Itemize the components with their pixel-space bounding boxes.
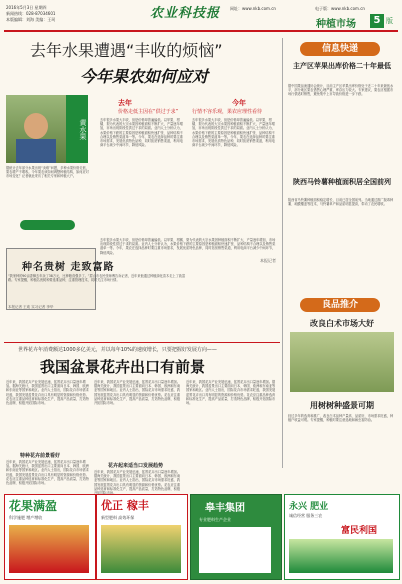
feature-title: 种名贵树 走致富路 — [22, 262, 115, 273]
main-body-col2: 近年来，我国花卉产业发展迅速，盆景花卉出口量逐年增加。据海关统计，我国盆景出口主要面向日本、韩国、欧洲和东南亚等国家和地区。业内人士指出，国际花卉市场需求旺盛，我国发展盆景花卉出口具有明显的资源和价格优势。花农应注重品种选育和标准化生产，提高产品质量，打造特色品牌，积极开拓国际市场。 — [94, 380, 181, 406]
page-suffix: 版 — [386, 17, 393, 25]
lead-subheadline: 今年果农如何应对 — [80, 67, 209, 86]
ad4-title: 永兴 肥业 — [289, 502, 329, 512]
ad2-title: 优正 稼丰 — [101, 499, 149, 512]
main-body-col1b: 近年来，我国花卉产业发展迅速，盆景花卉出口量逐年增加。据海关统计，我国盆景出口主要面向日本、韩国、欧洲和东南亚等国家和地区。业内人士指出，国际花卉市场需求旺盛，我国发展盆景花卉出口具有明显的资源和价格优势。花农应注重品种选育和标准化生产，提高产品质量，打造特色品牌，积极开拓国际市场。 — [6, 460, 89, 486]
ad2-image — [101, 525, 181, 573]
main-headline: 我国盆景花卉出口有前景 — [40, 358, 206, 376]
product-photo — [290, 332, 394, 392]
label-last-year: 去年 — [118, 99, 132, 107]
page-number: 5 — [370, 14, 384, 28]
author-line: 本报记者 — [260, 258, 276, 263]
main-col1-subhead: 特种花卉前景看好 — [20, 453, 61, 459]
ad-huaguo[interactable] — [4, 494, 96, 580]
sidebar-news4-title[interactable]: 用树树种盛景可期 — [310, 401, 374, 410]
ad-yongxing[interactable] — [284, 494, 400, 580]
lead-headline: 去年水果遭遇“丰收的烦恼” — [30, 41, 223, 60]
column-divider — [282, 38, 283, 468]
lead-body-col2: 去年很多水果大丰收，但是价格却普遍偏低。以苹果、柑橘、梨为代表的大宗水果因种植面积不断扩大，产量逐年增加，市场出现阶段性供过于求的局面。业内人士分析认为，水果价格下跌的主要原因是种植面积快速扩张、品种结构不合理以及销售渠道单一等。今年，果农在选择品种时要注重市场需求，发展优质特色品种，同时拓宽销售渠道，利用电商平台减少中间环节，降低风险。 — [192, 118, 275, 148]
farmer-photo — [6, 95, 66, 163]
ad3-image — [199, 527, 271, 573]
face-shape — [24, 113, 48, 139]
main-body-col1: 近年来，我国花卉产业发展迅速，盆景花卉出口量逐年增加。据海关统计，我国盆景出口主要面向日本、韩国、欧洲和东南亚等国家和地区。业内人士指出，国际花卉市场需求旺盛，我国发展盆景花卉出口具有明显的资源和价格优势。花农应注重品种选育和标准化生产，提高产品质量，打造特色品牌，积极开拓国际市场。 — [6, 380, 89, 406]
lead-intro: 据统计去年部分水果出现“卖难”问题，多种水果价格走低，果农增产不增收。今年果农该如何调整种植结构，如何应对市场变化？记者就此采访了相关专家和种植大户。 — [6, 166, 89, 179]
main-body-col3: 近年来，我国花卉产业发展迅速，盆景花卉出口量逐年增加。据海关统计，我国盆景出口主要面向日本、韩国、欧洲和东南亚等国家和地区。业内人士指出，国际花卉市场需求旺盛，我国发展盆景花卉出口具有明显的资源和价格优势。花农应注重品种选育和标准化生产，提高产品质量，打造特色品牌，积极开拓国际市场。 — [186, 380, 276, 406]
ad-gaofeng[interactable] — [190, 494, 282, 580]
sidebar-news1-body: 据中国果品流通协会统计，目前主产区苹果出库价格处于近二十年来最低水平，部分地区果农惜售心理严重，库存压力较大。专家建议，果农应根据市场行情适时销售，避免集中上市导致价格进一步下跌。 — [288, 84, 394, 97]
ad-youzheng[interactable] — [96, 494, 188, 580]
main-kicker: 世界花卉年消费额达1000多亿美元，并以每年10%的速度增长，只要把握好发展方向—— — [18, 347, 217, 353]
shirt-shape — [16, 139, 56, 163]
ad4-image — [289, 539, 393, 573]
sidebar-news4-body: 经过多年的选育和推广，改良白术品种产量高、品质好，市场需求旺盛，种植户收益可观。专家提醒，种植时要注意选地和病虫害防治。 — [288, 414, 394, 423]
feature-body: “我家种的90亩香樟去年卖了38万元，比种粮食强多了。”眉山市农民张师傅告诉记者，近年来他通过种植绿化苗木走上了致富路。专家提醒，种植名贵树种要选准品种，注重管理技术，同时关注市场行情。 — [8, 274, 186, 283]
section-title: 种植市场 — [316, 19, 356, 30]
pull-quote: 价格走低主因在“供过于求” — [118, 109, 179, 115]
sidebar-section-news: 信息快递 — [300, 42, 380, 56]
sidebar-news3-title[interactable]: 改良白术市场大好 — [310, 319, 374, 328]
ad1-image — [9, 525, 89, 573]
edition-line: 新闻热线：028-87034601 — [6, 11, 56, 16]
ad3-sub: 专业肥料生产企业 — [199, 517, 231, 522]
ad1-sub: 科学施肥 增产增收 — [9, 515, 43, 520]
sidebar-news1-title[interactable]: 主产区苹果出库价格二十年最低 — [293, 62, 391, 70]
ad4-slogan: 富民利国 — [341, 526, 378, 536]
badge-shape — [20, 220, 75, 230]
feature-byline: 本报记者 王欢 实习记者 李华 — [8, 305, 54, 309]
main-col2-subhead: 花卉起来适当口发展趋势 — [108, 463, 164, 469]
web-right[interactable]: 电子版：www.nkb.com.cn — [315, 6, 365, 11]
editor-line: 本版编辑：刘海 美编：王珂 — [6, 17, 56, 22]
main-body-col2b: 近年来，我国花卉产业发展迅速，盆景花卉出口量逐年增加。据海关统计，我国盆景出口主要面向日本、韩国、欧洲和东南亚等国家和地区。业内人士指出，国际花卉市场需求旺盛，我国发展盆景花卉出口具有明显的资源和价格优势。花农应注重品种选育和标准化生产，提高产品质量，打造特色品牌，积极 — [94, 470, 181, 491]
photo-caption: 黄水果 — [66, 95, 88, 163]
ad3-title: 皋丰集团 — [205, 503, 245, 514]
web-left[interactable]: 网址：www.nkb.com.cn — [230, 6, 276, 11]
ad4-sub: 诚信经营 服务三农 — [289, 513, 323, 518]
masthead: 农业科技报 — [150, 6, 221, 21]
ad1-title: 花果满盈 — [9, 499, 58, 513]
label-this-year: 今年 — [232, 99, 246, 107]
main-story-rule — [4, 342, 280, 343]
sidebar-news2-title[interactable]: 陕西马铃薯种植面积居全国前列 — [293, 178, 391, 186]
date-line: 2016年5月3日 星期四 — [6, 5, 47, 10]
sidebar-news2-body: 陕西省马铃薯种植面积稳定增长，目前已居全国前列。当地通过推广脱毒种薯、地膜覆盖等技术，马铃薯单产和品质明显提高，带动了农民增收。 — [288, 198, 394, 207]
right-quote: 行情不容乐观，果农应理性看待 — [192, 109, 263, 115]
lead-body-bottom: 去年很多水果大丰收，但是价格却普遍偏低。以苹果、柑橘、梨为代表的大宗水果因种植面积不断扩大，产量逐年增加，市场出现阶段性供过于求的局面。业内人士分析认为，水果价格下跌的主要原因是种植面积快速扩张、品种结构不合理以及销售渠道单一等。今年，果农在选择品种时要注重市场需求，发展优质特色品种，同时拓宽销售渠道，利用电商平台减少中间环节，降低风险。 — [100, 238, 276, 255]
header-rule — [4, 30, 398, 32]
lead-body-col1: 去年很多水果大丰收，但是价格却普遍偏低。以苹果、柑橘、梨为代表的大宗水果因种植面积不断扩大，产量逐年增加，市场出现阶段性供过于求的局面。业内人士分析认为，水果价格下跌的主要原因是种植面积快速扩张、品种结构不合理以及销售渠道单一等。今年，果农在选择品种时要注重市场需求，发展优质特色品种，同时拓宽销售渠道，利用电商平台减少中间环节，降低风险。 — [100, 118, 183, 148]
sidebar-section-products: 良品推介 — [300, 298, 380, 312]
ad2-sub: 新型肥料 高效环保 — [101, 515, 135, 520]
